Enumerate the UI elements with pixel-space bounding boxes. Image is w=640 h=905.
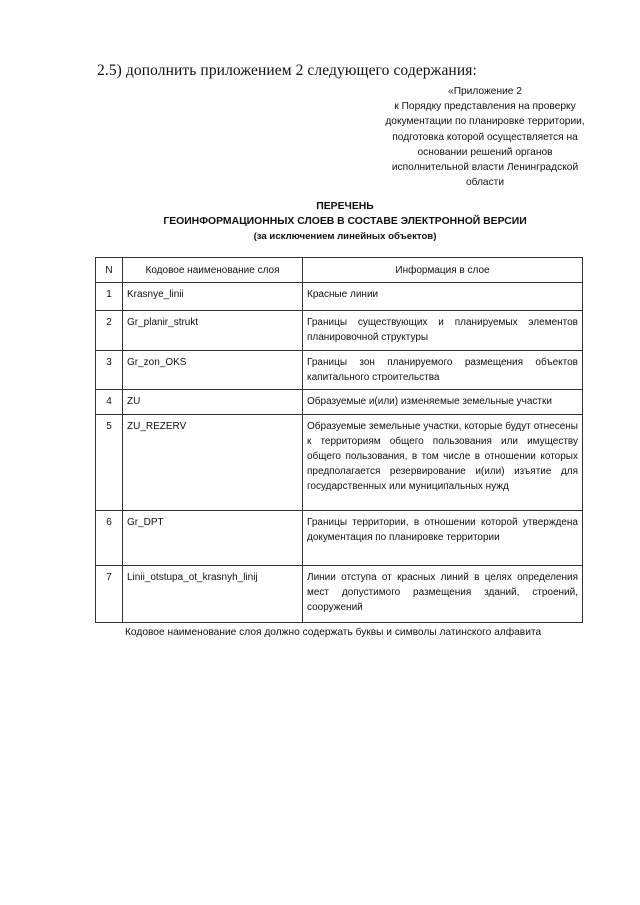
row-code: Gr_DPT	[123, 511, 303, 566]
row-number: 6	[96, 511, 123, 566]
appendix-reference	[378, 84, 592, 190]
table-header-row	[96, 258, 583, 283]
row-code: ZU_REZERV	[123, 415, 303, 511]
table-row	[96, 283, 583, 311]
table-row	[96, 566, 583, 623]
row-code: ZU	[123, 390, 303, 415]
header-code: Кодовое наименование слоя	[123, 258, 303, 283]
appendix-line: подготовка которой осуществляется на	[392, 131, 578, 143]
row-info: Границы зон планируемого размещения объектов капитального строительства	[303, 351, 583, 390]
appendix-line: исполнительной власти Ленинградской	[391, 162, 579, 174]
layers-table	[95, 257, 583, 623]
table-footnote: Кодовое наименование слоя должно содержать буквы и символы латинского алфавита	[125, 627, 542, 638]
appendix-line: основании решений органов	[417, 146, 553, 158]
row-number: 2	[96, 311, 123, 351]
appendix-line: к Порядку представления на проверку	[394, 101, 576, 113]
appendix-line: «Приложение 2	[448, 86, 522, 97]
row-info: Границы территории, в отношении которой утверждена документация по планировке территории	[303, 511, 583, 566]
row-code: Linii_otstupa_ot_krasnyh_linij	[123, 566, 303, 623]
row-number: 1	[96, 283, 123, 311]
table-row	[96, 390, 583, 415]
row-code: Gr_planir_strukt	[123, 311, 303, 351]
row-number: 4	[96, 390, 123, 415]
document-heading	[100, 199, 590, 244]
row-code: Krasnye_linii	[123, 283, 303, 311]
row-number: 3	[96, 351, 123, 390]
table-row	[96, 311, 583, 351]
row-info: Образуемые и(или) изменяемые земельные участки	[303, 390, 583, 415]
table-row	[96, 351, 583, 390]
heading-subtitle: ГЕОИНФОРМАЦИОННЫХ СЛОЕВ В СОСТАВЕ ЭЛЕКТРОННОЙ ВЕРСИИ	[163, 216, 527, 227]
table-row	[96, 415, 583, 511]
header-info: Информация в слое	[303, 258, 583, 283]
row-info: Линии отступа от красных линий в целях определения мест допустимого размещения зданий, строений, сооружений	[303, 566, 583, 623]
appendix-line: документации по планировке территории,	[385, 116, 585, 128]
row-info: Красные линии	[303, 283, 583, 311]
heading-note: (за исключением линейных объектов)	[253, 231, 437, 242]
appendix-line: области	[465, 177, 505, 189]
heading-title: ПЕРЕЧЕНЬ	[316, 201, 374, 212]
row-code: Gr_zon_OKS	[123, 351, 303, 390]
intro-text: 2.5) дополнить приложением 2 следующего содержания:	[97, 62, 477, 79]
row-number: 5	[96, 415, 123, 511]
row-number: 7	[96, 566, 123, 623]
header-number: N	[96, 258, 123, 283]
row-info: Образуемые земельные участки, которые будут отнесены к территориям общего пользования или имуществу общего пользования, в том числе в отношении которых предполагается резервирование и(или) изъятие для государственных или муниципальных нужд	[303, 415, 583, 511]
table-row	[96, 511, 583, 566]
row-info: Границы существующих и планируемых элементов планировочной структуры	[303, 311, 583, 351]
